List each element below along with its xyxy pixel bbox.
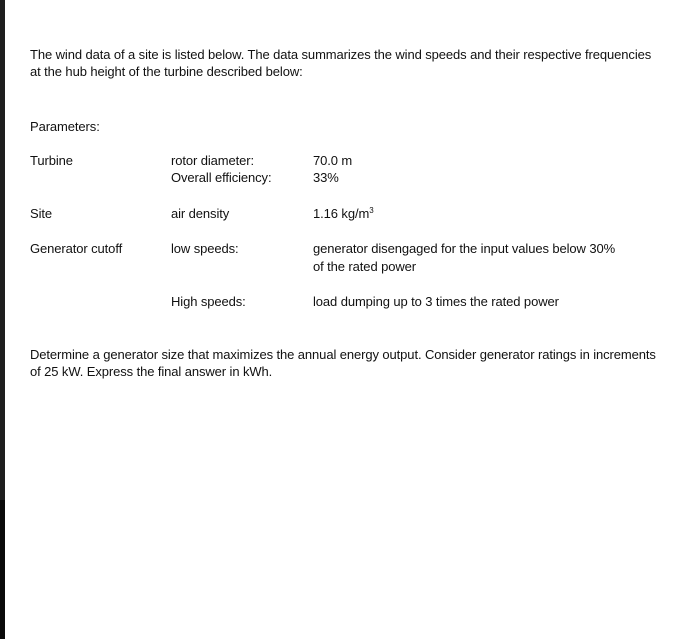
high-speeds-value: load dumping up to 3 times the rated power [313, 294, 559, 309]
overall-efficiency-label: Overall efficiency: [171, 170, 272, 185]
turbine-label: Turbine [30, 153, 73, 168]
low-speeds-label: low speeds: [171, 241, 239, 256]
intro-line-2: at the hub height of the turbine described below: [30, 64, 303, 79]
parameters-heading: Parameters: [30, 119, 100, 134]
high-speeds-label: High speeds: [171, 294, 246, 309]
air-density-value [313, 205, 374, 222]
overall-efficiency-value: 33% [313, 170, 339, 185]
rotor-diameter-label: rotor diameter: [171, 153, 255, 168]
low-speeds-value-line-1: generator disengaged for the input values below 30% [313, 241, 616, 256]
rotor-diameter-value: 70.0 m [313, 153, 353, 168]
question-line-2: of 25 kW. Express the final answer in kWh. [30, 364, 273, 379]
question-line-1: Determine a generator size that maximizes the annual energy output. Consider generator ratings in increments [30, 347, 656, 362]
air-density-number: 1.16 kg/m [313, 206, 370, 221]
generator-cutoff-label: Generator cutoff [30, 241, 123, 256]
low-speeds-value-line-2: of the rated power [313, 259, 416, 274]
site-label: Site [30, 206, 53, 221]
intro-line-1: The wind data of a site is listed below. The data summarizes the wind speeds and their respective frequencies [30, 47, 652, 62]
air-density-exponent: 3 [369, 206, 374, 215]
air-density-label: air density [171, 206, 230, 221]
